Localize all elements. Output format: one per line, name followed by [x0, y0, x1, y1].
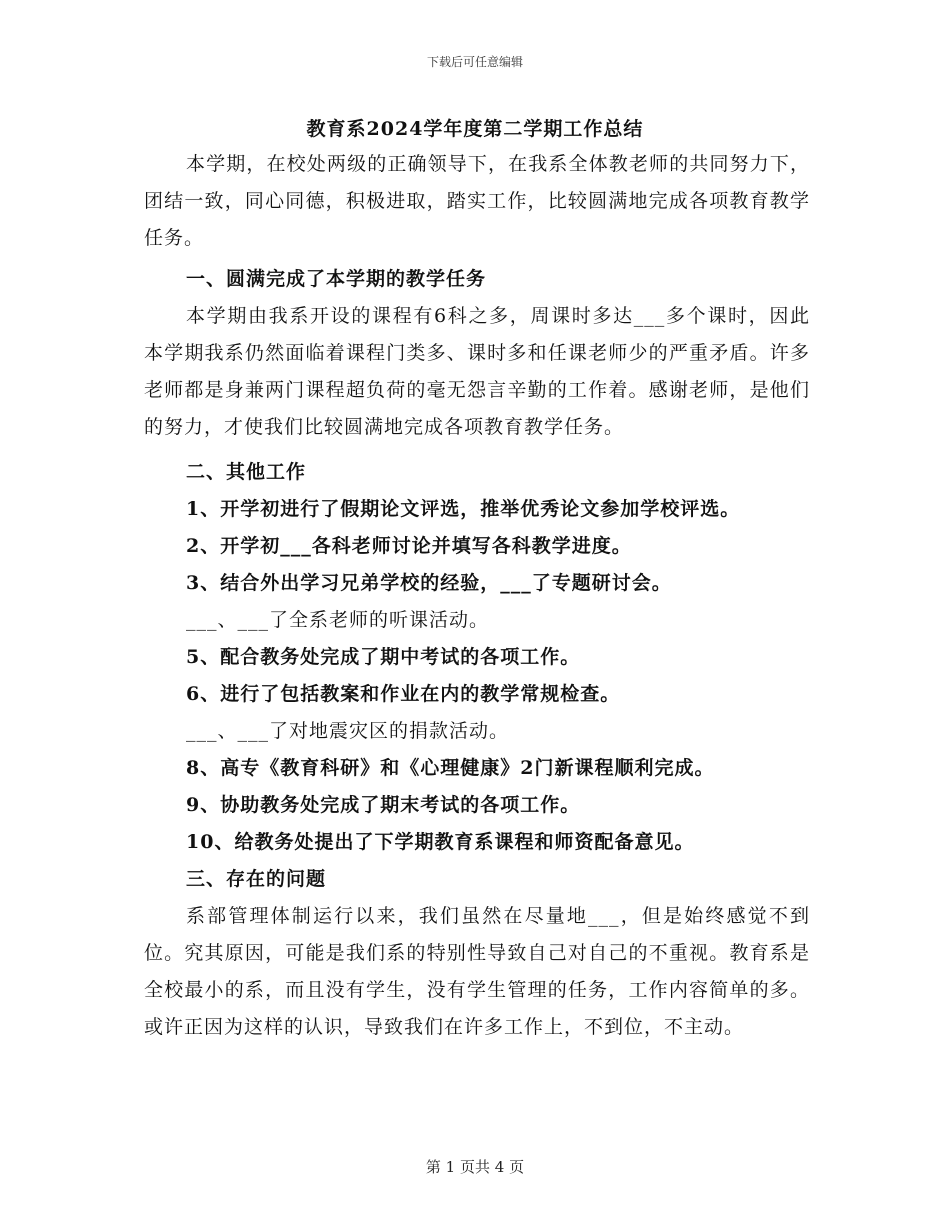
- page-footer: 第 1 页共 4 页: [425, 1158, 525, 1176]
- list-item: 8、高专《教育科研》和《心理健康》2门新课程顺利完成。: [186, 757, 715, 779]
- document-body: [144, 146, 810, 1046]
- intro-paragraph: 本学期，在校处两级的正确领导下，在我系全体教老师的共同努力下，团结一致，同心同德，积极进取，踏实工作，比较圆满地完成各项教育教学任务。: [144, 153, 810, 249]
- list-item: ___、___了对地震灾区的捐款活动。: [186, 720, 510, 742]
- section-2-heading: 二、其他工作: [186, 461, 307, 483]
- list-item: 1、开学初进行了假期论文评选，推举优秀论文参加学校评选。: [186, 498, 741, 520]
- list-item: ___、___了全系老师的听课活动。: [186, 609, 490, 631]
- section-1-heading: 一、圆满完成了本学期的教学任务: [186, 268, 487, 290]
- list-item: 6、进行了包括教案和作业在内的教学常规检查。: [186, 683, 621, 705]
- list-item: 9、协助教务处完成了期末考试的各项工作。: [186, 794, 581, 816]
- document-title: 教育系2024学年度第二学期工作总结: [306, 118, 644, 140]
- list-item: 5、配合教务处完成了期中考试的各项工作。: [186, 646, 581, 668]
- section-3-heading: 三、存在的问题: [186, 868, 327, 890]
- section-3-paragraph: 系部管理体制运行以来，我们虽然在尽量地___，但是始终感觉不到位。究其原因，可能是我们系的特别性导致自己对自己的不重视。教育系是全校最小的系，而且没有学生，没有学生管理的任务，工作内容简单的多。或许正因为这样的认识，导致我们在许多工作上，不到位，不主动。: [144, 905, 810, 1038]
- section-1-paragraph: 本学期由我系开设的课程有6科之多，周课时多达___多个课时，因此本学期我系仍然面临着课程门类多、课时多和任课老师少的严重矛盾。许多老师都是身兼两门课程超负荷的毫无怨言辛勤的工作着。感谢老师，是他们的努力，才使我们比较圆满地完成各项教育教学任务。: [144, 305, 810, 438]
- list-item: 2、开学初___各科老师讨论并填写各科教学进度。: [186, 535, 632, 557]
- list-item: 3、结合外出学习兄弟学校的经验，___了专题研讨会。: [186, 572, 672, 594]
- header-note: 下载后可任意编辑: [426, 55, 523, 69]
- list-item: 10、给教务处提出了下学期教育系课程和师资配备意见。: [186, 831, 695, 853]
